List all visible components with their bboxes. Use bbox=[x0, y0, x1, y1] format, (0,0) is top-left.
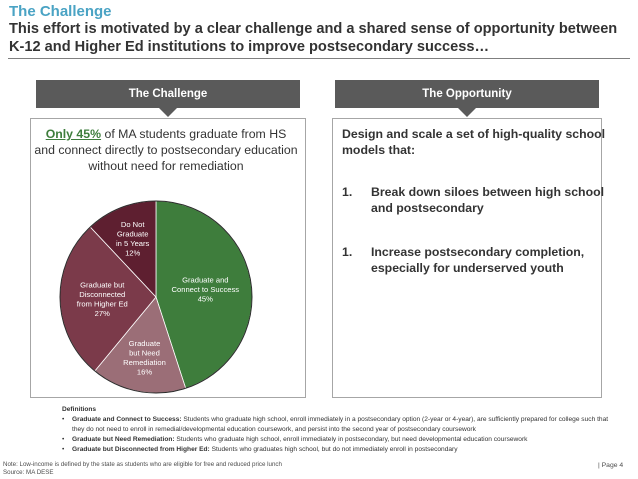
definitions-title: Definitions bbox=[62, 406, 97, 413]
section-kicker: The Challenge bbox=[9, 3, 112, 20]
header-divider bbox=[8, 58, 630, 59]
footnote-note: Note: Low-income is defined by the state as students who are eligible for free and reduced price lunch bbox=[3, 461, 282, 468]
definition-text: Students who graduate high school, enroll immediately in postsecondary, but need developmental education coursework bbox=[174, 436, 528, 443]
page-number: | Page 4 bbox=[598, 462, 624, 469]
opportunity-item-number: 1. bbox=[342, 245, 353, 259]
opportunity-item-text: Increase postsecondary completion, especially for underserved youth bbox=[371, 245, 585, 275]
definition-term: Graduate but Disconnected from Higher Ed: bbox=[72, 446, 210, 453]
definition-term: Graduate but Need Remediation: bbox=[72, 436, 175, 443]
opportunity-intro: Design and scale a set of high-quality school models that: bbox=[342, 127, 606, 157]
challenge-panel-title: The Challenge bbox=[128, 88, 208, 100]
stat-text: of MA students graduate from HS and connect directly to postsecondary education without need for remediation bbox=[34, 127, 298, 173]
opportunity-item-number: 1. bbox=[342, 185, 353, 199]
definition-item bbox=[62, 435, 622, 445]
challenge-panel-header bbox=[36, 80, 300, 108]
footnote-source: Source: MA DESE bbox=[3, 469, 54, 476]
pie-slice-label: Graduate but Disconnected from Higher Ed 27% bbox=[76, 280, 128, 318]
stat-highlight: Only 45% bbox=[45, 127, 102, 141]
pie-slice-label: Graduate but Need Remediation 16% bbox=[123, 339, 166, 377]
definition-term: Graduate and Connect to Success: bbox=[72, 416, 182, 423]
definition-text: Students who graduate high school, enroll immediately in a postsecondary option (2-year or 4-year), are sufficiently prepared for college such that they do not need to enroll in remedial/developmental education coursework, and persist into the second year of postsecondary coursework bbox=[72, 416, 609, 433]
opportunity-item bbox=[342, 184, 622, 216]
pie-slice-label: Do Not Graduate in 5 Years 12% bbox=[115, 219, 150, 258]
challenge-stat bbox=[34, 126, 298, 174]
definition-item bbox=[62, 415, 622, 435]
opportunity-item-text: Break down siloes between high school and postsecondary bbox=[371, 185, 605, 215]
definition-item bbox=[62, 445, 622, 455]
page-headline: This effort is motivated by a clear challenge and a shared sense of opportunity between K-12 and Higher Ed institutions to improve postsecondary success… bbox=[9, 21, 618, 55]
outcomes-pie-chart bbox=[58, 198, 254, 396]
opportunity-panel-header bbox=[335, 80, 599, 108]
pie-slice-label: Graduate and Connect to Success 45% bbox=[171, 275, 240, 304]
definitions bbox=[62, 405, 622, 455]
opportunity-item bbox=[342, 244, 622, 276]
definition-text: Students who graduates high school, but do not immediately enroll in postsecondary bbox=[209, 446, 458, 453]
footnote bbox=[3, 461, 282, 477]
opportunity-panel-title: The Opportunity bbox=[422, 88, 512, 100]
